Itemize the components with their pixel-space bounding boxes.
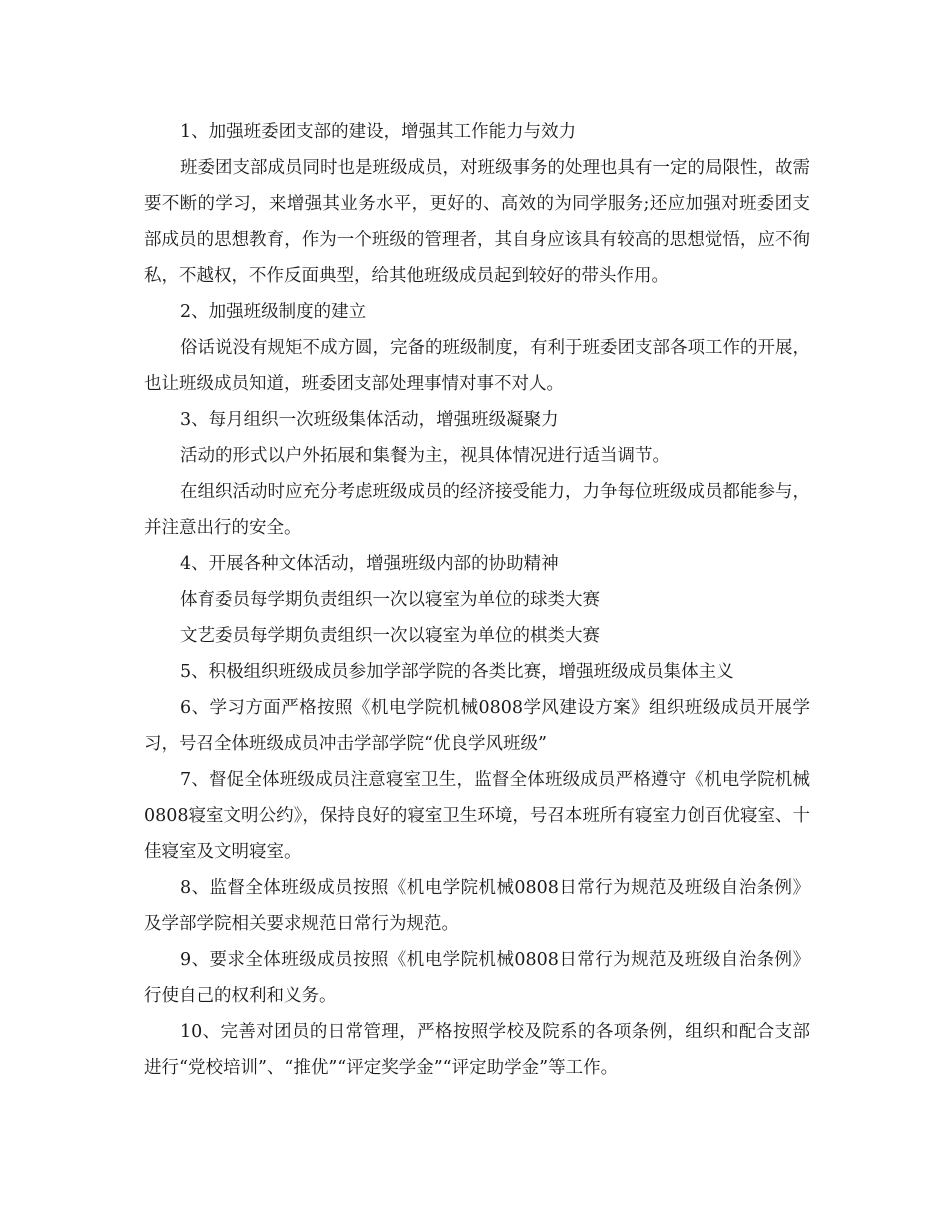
paragraph-item-10: 10、完善对团员的日常管理，严格按照学校及院系的各项条例，组织和配合支部进行“党校培训”、“推优”“评定奖学金”“评定助学金”等工作。 [144,1022,810,1078]
paragraph-heading-4: 4、开展各种文体活动，增强班级内部的协助精神 [180,554,559,574]
paragraph-item-6: 6、学习方面严格按照《机电学院机械0808学风建设方案》组织班级成员开展学习，号召全体班级成员冲击学部学院“优良学风班级” [144,698,810,754]
paragraph-heading-1: 1、加强班委团支部的建设，增强其工作能力与效力 [180,122,577,142]
paragraph-item-8: 8、监督全体班级成员按照《机电学院机械0808日常行为规范及班级自治条例》及学部学院相关要求规范日常行为规范。 [144,878,810,934]
paragraph-heading-3: 3、每月组织一次班级集体活动，增强班级凝聚力 [180,410,559,430]
paragraph-heading-2: 2、加强班级制度的建立 [180,302,367,322]
paragraph-item-7: 7、督促全体班级成员注意寝室卫生，监督全体班级成员严格遵守《机电学院机械0808寝室文明公约》，保持良好的寝室卫生环境，号召本班所有寝室力创百优寝室、十佳寝室及文明寝室。 [144,770,810,862]
paragraph-item-5: 5、积极组织班级成员参加学部学院的各类比赛，增强班级成员集体主义 [180,662,734,682]
paragraph-body: 活动的形式以户外拓展和集餐为主，视具体情况进行适当调节。 [180,446,670,466]
paragraph-body: 班委团支部成员同时也是班级成员，对班级事务的处理也具有一定的局限性，故需要不断的学习，来增强其业务水平，更好的、高效的为同学服务;还应加强对班委团支部成员的思想教育，作为一个班级的管理者，其自身应该具有较高的思想觉悟，应不徇私，不越权，不作反面典型，给其他班级成员起到较好的带头作用。 [144,158,810,286]
paragraph-item-9: 9、要求全体班级成员按照《机电学院机械0808日常行为规范及班级自治条例》行使自己的权利和义务。 [144,950,810,1006]
paragraph-body: 体育委员每学期负责组织一次以寝室为单位的球类大赛 [180,590,600,610]
document-body [144,114,810,1086]
paragraph-body: 文艺委员每学期负责组织一次以寝室为单位的棋类大赛 [180,626,600,646]
paragraph-body: 俗话说没有规矩不成方圆，完备的班级制度，有利于班委团支部各项工作的开展，也让班级成员知道，班委团支部处理事情对事不对人。 [144,338,810,394]
paragraph-body: 在组织活动时应充分考虑班级成员的经济接受能力，力争每位班级成员都能参与，并注意出行的安全。 [144,482,810,538]
